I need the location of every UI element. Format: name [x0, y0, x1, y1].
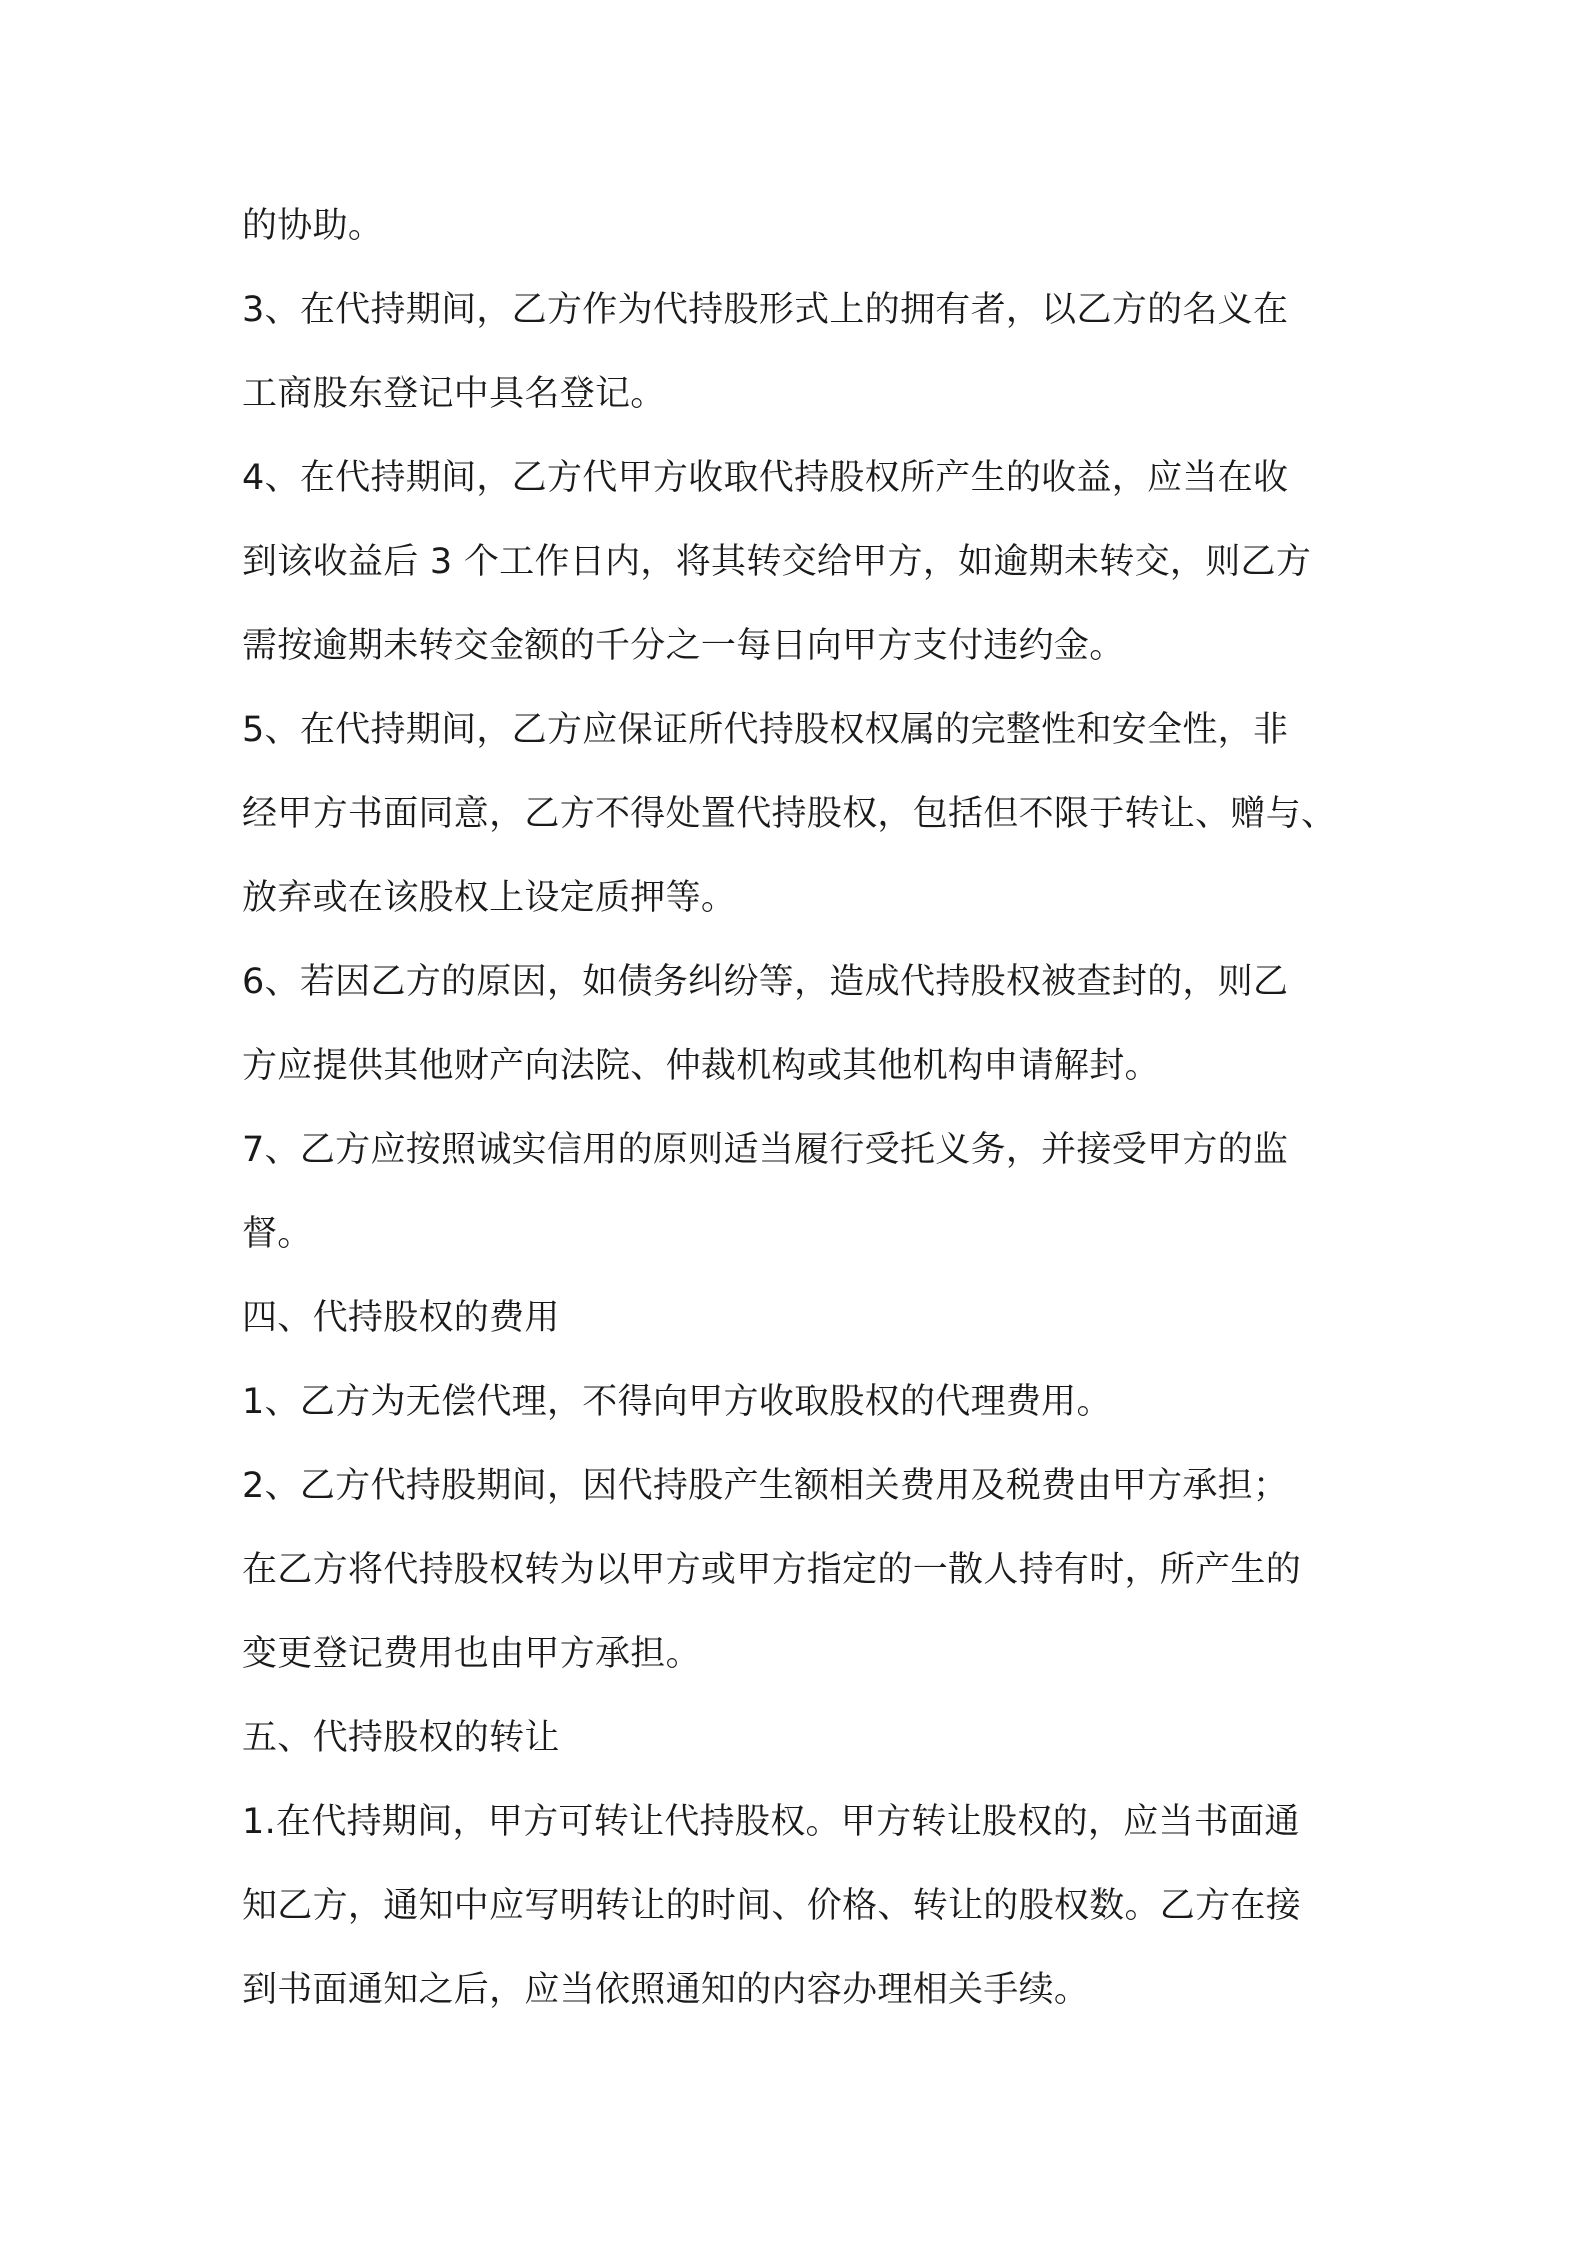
section-heading: 四、代持股权的费用 — [242, 1298, 560, 1338]
text-line: 7、乙方应按照诚实信用的原则适当履行受托义务，并接受甲方的监 — [242, 1130, 1289, 1170]
text-line: 到该收益后 3 个工作日内，将其转交给甲方，如逾期未转交，则乙方 — [242, 542, 1312, 582]
text-line: 到书面通知之后，应当依照通知的内容办理相关手续。 — [242, 1970, 1090, 2010]
text-line: 6、若因乙方的原因，如债务纠纷等，造成代持股权被查封的，则乙 — [242, 962, 1289, 1002]
text-line: 2、乙方代持股期间，因代持股产生额相关费用及税费由甲方承担； — [242, 1466, 1289, 1506]
text-line: 知乙方，通知中应写明转让的时间、价格、转让的股权数。乙方在接 — [242, 1886, 1302, 1926]
text-line: 在乙方将代持股权转为以甲方或甲方指定的一散人持有时，所产生的 — [242, 1550, 1302, 1590]
text-line: 3、在代持期间，乙方作为代持股形式上的拥有者，以乙方的名义在 — [242, 290, 1289, 330]
text-line: 工商股东登记中具名登记。 — [242, 374, 666, 414]
text-line: 方应提供其他财产向法院、仲裁机构或其他机构申请解封。 — [242, 1046, 1160, 1086]
text-line: 需按逾期未转交金额的千分之一每日向甲方支付违约金。 — [242, 626, 1125, 666]
text-line: 放弃或在该股权上设定质押等。 — [242, 878, 737, 918]
text-line: 1、乙方为无偿代理，不得向甲方收取股权的代理费用。 — [242, 1382, 1112, 1422]
text-line: 1.在代持期间，甲方可转让代持股权。甲方转让股权的，应当书面通 — [242, 1802, 1300, 1842]
text-line: 督。 — [242, 1214, 313, 1254]
text-line: 4、在代持期间，乙方代甲方收取代持股权所产生的收益，应当在收 — [242, 458, 1289, 498]
section-heading: 五、代持股权的转让 — [242, 1718, 560, 1758]
text-line: 变更登记费用也由甲方承担。 — [242, 1634, 701, 1674]
text-line: 的协助。 — [242, 206, 384, 246]
text-line: 经甲方书面同意，乙方不得处置代持股权，包括但不限于转让、赠与、 — [242, 794, 1337, 834]
text-line: 5、在代持期间，乙方应保证所代持股权权属的完整性和安全性，非 — [242, 710, 1289, 750]
